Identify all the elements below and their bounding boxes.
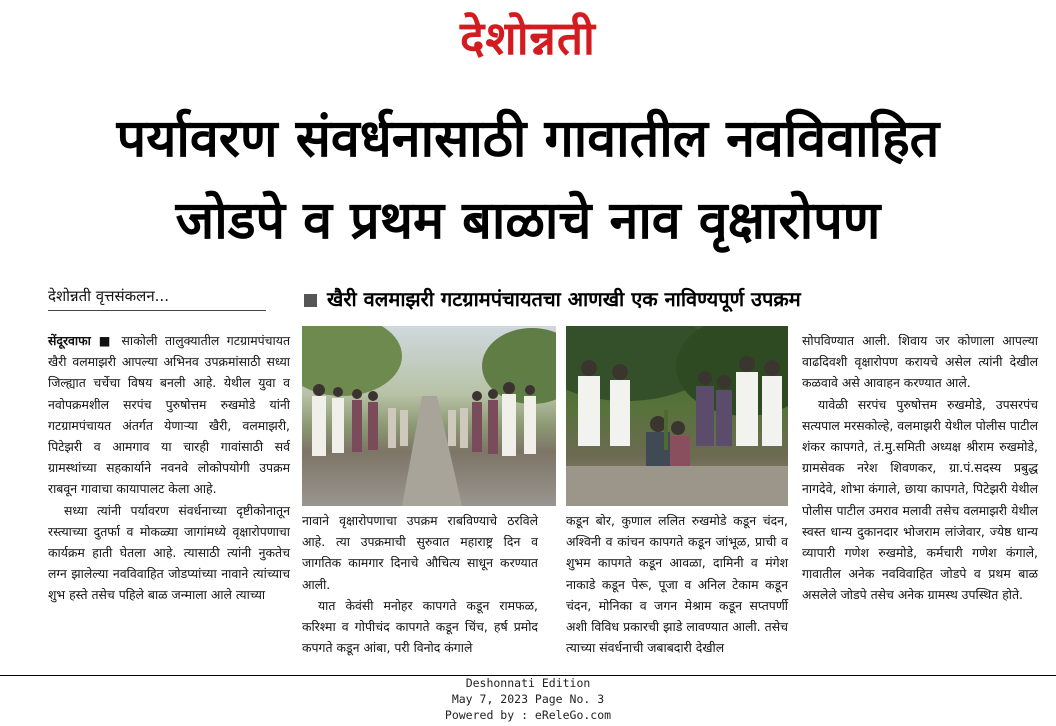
article-column-1 bbox=[48, 330, 290, 606]
article-column-2 bbox=[302, 510, 538, 658]
headline-line-1: पर्यावरण संवर्धनासाठी गावातील नवविवाहित bbox=[116, 109, 940, 169]
article-column-4 bbox=[802, 330, 1038, 606]
article-paragraph: यावेळी सरपंच पुरुषोत्तम रुखमोडे, उपसरपंच सत्यपाल मरसकोल्हे, वलमाझरी येथील पोलीस पाटील शंकर कापगते, तं.मु.समिती अध्यक्ष श्रीराम रुखमोडे, ग्रामसेवक नरेश शिवणकर, ग्रा.पं.सदस्य प्रबुद्ध नागदेवे, शोभा कंगाले, छाया कापगते, पिटेझरी येथील पोलीस पाटील उमराव मलावी तसेच वलमाझरी येथील स्वस्त धान्य दुकानदार भोजराम लांजेवार, ज्येष्ठ धान्य व्यापारी गणेश रुखमोडे, कर्मचारी गणेश कंगाले, गावातील अनेक नवविवाहित जोडपे व प्रथम बाळ असलेले जोडपे तसेच अनेक ग्रामस्थ उपस्थित होते. bbox=[802, 396, 1038, 603]
footer-date-page: May 7, 2023 Page No. 3 bbox=[451, 692, 605, 706]
byline: देशोन्नती वृत्तसंकलन... bbox=[48, 287, 169, 305]
masthead-title: देशोन्नती bbox=[460, 11, 596, 65]
headline bbox=[20, 98, 1036, 262]
photo-couple-planting-tree bbox=[566, 326, 788, 506]
footer-edition: Deshonnati Edition bbox=[465, 676, 591, 690]
headline-line-2: जोडपे व प्रथम बाळाचे नाव वृक्षारोपण bbox=[175, 191, 881, 251]
photo-tree-plantation-group bbox=[302, 326, 556, 506]
footer-powered-by: Powered by : eReleGo.com bbox=[444, 708, 612, 722]
article-paragraph: यात केवंसी मनोहर कापगते कडून रामफळ, करिश्मा व गोपीचंद कापगते कडून चिंच, हर्ष प्रमोद कपगते कडून आंबा, परी विनोद कंगाले bbox=[302, 597, 538, 656]
square-bullet-icon bbox=[304, 294, 317, 307]
byline-divider bbox=[48, 310, 266, 311]
subheadline-text: खैरी वलमाझरी गटग्रामपंचायतचा आणखी एक नाविण्यपूर्ण उपक्रम bbox=[327, 287, 801, 311]
article-paragraph: नावाने वृक्षारोपणाचा उपक्रम राबविण्याचे ठरविले आहे. त्या उपक्रमाची सुरुवात महाराष्ट्र दिन व जागतिक कामगार दिनाचे औचित्य साधून करण्यात आली. bbox=[302, 513, 538, 592]
masthead bbox=[0, 6, 1056, 70]
subheadline bbox=[304, 285, 1044, 312]
article-paragraph: साकोली तालुक्यातील गटग्रामपंचायत खैरी वलमाझरी आपल्या अभिनव उपक्रमांसाठी सध्या जिल्ह्यात चर्चेचा विषय बनली आहे. येथील युवा व नवोपक्रमशील सरपंच पुरुषोत्तम रुखमोडे यांनी गटग्रामपंचायत अंतर्गत येणाऱ्या खैरी, वलमाझरी, पिटेझरी व आमगाव या चारही गावांसाठी सर्व ग्रामस्थांच्या सहकार्याने नवनवे लोकोपयोगी उपक्रम राबवून गावाचा कायापालट केला आहे. bbox=[48, 333, 291, 497]
dateline: सेंदूरवाफा ■ bbox=[48, 333, 115, 348]
article-paragraph: कडून बोर, कुणाल ललित रुखमोडे कडून चंदन, अश्विनी व कांचन कापगते कडून जांभूळ, प्राची व शुभम कापगते कडून आवळा, दामिनी व मंगेश नाकाडे कडून पेरू, पूजा व अनिल टेकाम कडून चंदन, मोनिका व जगन मेश्राम कडून सप्तपर्णी अशी विविध प्रकारची झाडे लावण्यात आली. तसेच त्याच्या संवर्धनाची जबाबदारी देखील bbox=[566, 513, 788, 656]
article-paragraph: सोपविण्यात आली. शिवाय जर कोणाला आपल्या वाढदिवशी वृक्षारोपण करायचे असेल त्यांनी देखील कळवावे असे आवाहन करण्यात आले. bbox=[802, 333, 1038, 391]
article-paragraph: सध्या त्यांनी पर्यावरण संवर्धनाच्या दृष्टीकोनातून रस्त्याच्या दुतर्फा व मोकळ्या जागांमध्ये वृक्षारोपणाचा कार्यक्रम हाती घेतला आहे. त्यासाठी त्यांनी नुकतेच लग्न झालेल्या नवविवाहित जोडप्यांच्या नावाने त्यांच्याच शुभ हस्ते तसेच पहिले बाळ जन्माला आले त्याच्या bbox=[48, 502, 290, 603]
article-column-3 bbox=[566, 510, 788, 658]
